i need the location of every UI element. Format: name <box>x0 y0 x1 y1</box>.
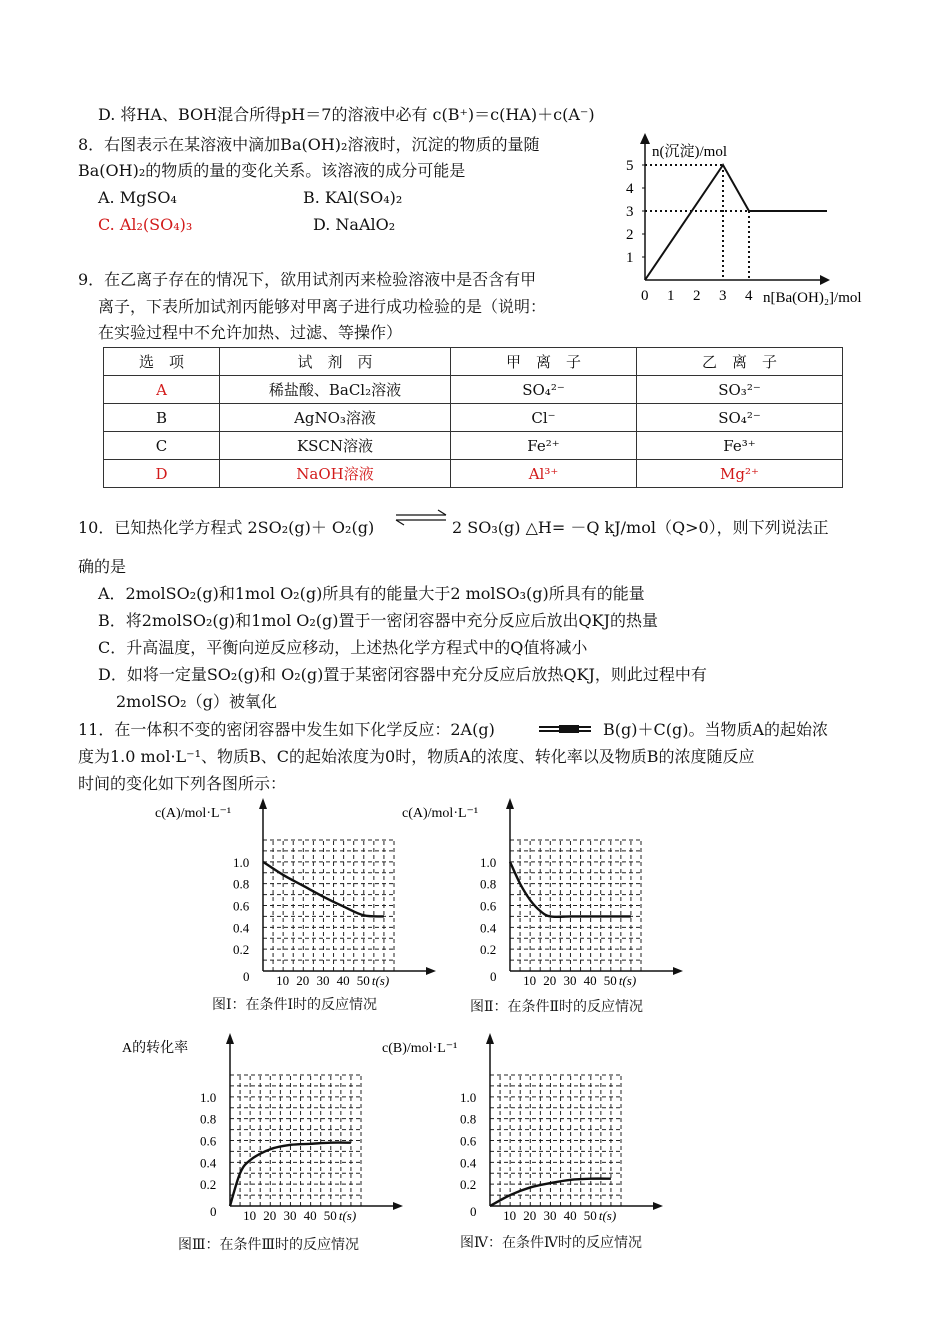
q8-y-arrow <box>640 133 650 144</box>
q8-option-a: A. MgSO₄ <box>98 188 177 207</box>
q11-stem-part1: 11．在一体积不变的密闭容器中发生如下化学反应：2A(g) <box>78 720 495 739</box>
x-tick-label: 40 <box>563 1208 577 1223</box>
table-row <box>104 460 843 488</box>
q8-stem-line2: Ba(OH)₂的物质的量的变化关系。该溶液的成分可能是 <box>78 161 466 180</box>
data-curve <box>490 1179 611 1206</box>
q9-stem-line2: 离子，下表所加试剂丙能够对甲离子进行成功检验的是（说明： <box>98 297 547 316</box>
table-cell: Cl⁻ <box>451 404 637 432</box>
y-axis-arrow <box>486 1033 494 1044</box>
x-tick-label: 10 <box>243 1208 257 1223</box>
table-cell: KSCN溶液 <box>220 432 451 460</box>
x-axis-label: t(s) <box>371 973 390 988</box>
table-cell: NaOH溶液 <box>220 460 451 488</box>
q8-y-tick: 4 <box>626 181 634 197</box>
x-tick-label: 10 <box>276 973 290 988</box>
figure-4-chart <box>375 1030 675 1230</box>
q8-data-line <box>645 165 827 280</box>
q8-y-label: n(沉淀)/mol <box>652 144 727 160</box>
x-tick-label: 30 <box>316 973 330 988</box>
x-tick-label: 40 <box>336 973 350 988</box>
x-axis-label: t(s) <box>618 973 637 988</box>
q8-y-tick: 2 <box>626 227 634 243</box>
x-tick-label: 30 <box>563 973 577 988</box>
origin-label: 0 <box>490 969 497 984</box>
q10-stem-part2: 2 SO₃(g) △H= －Q kJ/mol（Q>0），则下列说法正 <box>452 518 829 537</box>
q10-option-c: C．升高温度，平衡向逆反应移动，上述热化学方程式中的Q值将减小 <box>98 638 588 657</box>
y-tick-label: 0.8 <box>460 1111 477 1127</box>
y-tick-label: 0.8 <box>233 876 250 892</box>
y-tick-label: 0.4 <box>233 920 250 936</box>
reversible-arrow-icon <box>537 720 595 738</box>
y-tick-label: 0.2 <box>480 942 497 958</box>
figure-1-caption: 图Ⅰ：在条件Ⅰ时的反应情况 <box>212 997 378 1013</box>
x-tick-label: 40 <box>303 1208 317 1223</box>
x-tick-label: 20 <box>296 973 310 988</box>
q11-stem-line3: 时间的变化如下列各图所示： <box>78 774 287 793</box>
table-row <box>104 404 843 432</box>
y-tick-label: 0.2 <box>200 1177 217 1193</box>
table-header-row <box>104 348 843 376</box>
q7-option-d: D. 将HA、BOH混合所得pH＝7的溶液中必有 c(B⁺)＝c(HA)＋c(A⁻) <box>98 105 595 124</box>
y-tick-label: 1.0 <box>233 854 250 870</box>
x-tick-label: 20 <box>523 1208 537 1223</box>
x-tick-label: 10 <box>503 1208 517 1223</box>
x-axis-label: t(s) <box>338 1208 357 1223</box>
x-tick-label: 30 <box>283 1208 297 1223</box>
y-tick-label: 1.0 <box>200 1089 217 1105</box>
q8-precipitate-chart <box>620 130 880 310</box>
q8-stem-line1: 8．右图表示在某溶液中滴加Ba(OH)₂溶液时，沉淀的物质的量随 <box>78 135 540 154</box>
figure-3-chart <box>115 1030 415 1230</box>
q8-x-tick: 2 <box>693 288 701 304</box>
table-header: 乙 离 子 <box>637 348 843 376</box>
table-cell: SO₄²⁻ <box>451 376 637 404</box>
x-tick-label: 40 <box>583 973 597 988</box>
x-tick-label: 50 <box>323 1208 337 1223</box>
y-tick-label: 0.4 <box>460 1155 477 1171</box>
table-cell: Mg²⁺ <box>637 460 843 488</box>
y-tick-label: 0.8 <box>200 1111 217 1127</box>
q8-y-tick: 1 <box>626 250 634 266</box>
x-tick-label: 50 <box>603 973 617 988</box>
y-tick-label: 0.4 <box>200 1155 217 1171</box>
x-tick-label: 10 <box>523 973 537 988</box>
figure-3-caption: 图Ⅲ：在条件Ⅲ时的反应情况 <box>178 1237 360 1253</box>
table-cell: D <box>104 460 220 488</box>
q11-stem-line2: 度为1.0 mol·L⁻¹、物质B、C的起始浓度为0时，物质A的浓度、转化率以及物质B的浓度随反应 <box>78 747 755 766</box>
x-axis-arrow <box>653 1202 663 1210</box>
q9-table <box>103 347 843 488</box>
q8-x-tick: 4 <box>745 288 753 304</box>
y-tick-label: 0.6 <box>460 1133 477 1149</box>
q8-option-b: B. KAl(SO₄)₂ <box>303 188 403 207</box>
table-header: 甲 离 子 <box>451 348 637 376</box>
origin-label: 0 <box>210 1204 217 1219</box>
q10-option-d: D．如将一定量SO₂(g)和 O₂(g)置于某密闭容器中充分反应后放热QKJ，则此过程中有 <box>98 665 707 684</box>
y-tick-label: 0.6 <box>480 898 497 914</box>
y-axis-label: c(B)/mol·L⁻¹ <box>382 1041 458 1056</box>
q8-x-label: n[Ba(OH)₂]/mol <box>763 290 862 306</box>
q8-x-arrow <box>820 275 830 285</box>
figure-4-caption: 图Ⅳ：在条件Ⅳ时的反应情况 <box>460 1235 642 1251</box>
q8-x-tick: 3 <box>719 288 727 304</box>
y-axis-arrow <box>259 798 267 809</box>
q10-option-b: B．将2molSO₂(g)和1mol O₂(g)置于一密闭容器中充分反应后放出QKJ的热量 <box>98 611 659 630</box>
table-cell: AgNO₃溶液 <box>220 404 451 432</box>
q8-x-tick: 1 <box>667 288 675 304</box>
y-axis-label: A的转化率 <box>122 1041 189 1056</box>
table-row <box>104 432 843 460</box>
q8-option-c: C. Al₂(SO₄)₃ <box>98 215 193 234</box>
table-cell: Al³⁺ <box>451 460 637 488</box>
q10-option-a: A．2molSO₂(g)和1mol O₂(g)所具有的能量大于2 molSO₃(g)所具有的能量 <box>98 584 645 603</box>
table-row <box>104 376 843 404</box>
table-cell: Fe³⁺ <box>637 432 843 460</box>
table-cell: SO₄²⁻ <box>637 404 843 432</box>
table-header: 选 项 <box>104 348 220 376</box>
table-cell: C <box>104 432 220 460</box>
origin-label: 0 <box>470 1204 477 1219</box>
x-tick-label: 20 <box>263 1208 277 1223</box>
y-tick-label: 0.2 <box>460 1177 477 1193</box>
table-cell: 稀盐酸、BaCl₂溶液 <box>220 376 451 404</box>
y-tick-label: 0.2 <box>233 942 250 958</box>
q10-stem-line2: 确的是 <box>78 557 127 576</box>
reversible-arrow-icon <box>394 507 450 531</box>
y-tick-label: 0.6 <box>233 898 250 914</box>
origin-label: 0 <box>243 969 250 984</box>
q10-stem-part1: 10．已知热化学方程式 2SO₂(g)＋ O₂(g) <box>78 518 375 537</box>
y-axis-arrow <box>506 798 514 809</box>
x-tick-label: 30 <box>543 1208 557 1223</box>
q9-stem-line1: 9．在乙离子存在的情况下，欲用试剂丙来检验溶液中是否含有甲 <box>78 270 537 289</box>
x-axis-label: t(s) <box>598 1208 617 1223</box>
q9-stem-line3: 在实验过程中不允许加热、过滤、等操作） <box>98 323 403 342</box>
figure-2-chart <box>395 795 695 995</box>
table-cell: B <box>104 404 220 432</box>
q10-option-d-cont: 2molSO₂（g）被氧化 <box>116 692 277 711</box>
q8-option-d: D. NaAlO₂ <box>313 215 396 234</box>
q8-y-tick: 3 <box>626 204 634 220</box>
q8-x-tick: 0 <box>641 288 649 304</box>
y-axis-label: c(A)/mol·L⁻¹ <box>402 806 479 821</box>
table-header: 试 剂 丙 <box>220 348 451 376</box>
y-axis-arrow <box>226 1033 234 1044</box>
y-tick-label: 0.6 <box>200 1133 217 1149</box>
table-cell: Fe²⁺ <box>451 432 637 460</box>
y-tick-label: 1.0 <box>480 854 497 870</box>
y-tick-label: 0.8 <box>480 876 497 892</box>
x-tick-label: 50 <box>583 1208 597 1223</box>
table-cell: A <box>104 376 220 404</box>
table-cell: SO₃²⁻ <box>637 376 843 404</box>
x-axis-arrow <box>673 967 683 975</box>
x-tick-label: 50 <box>356 973 370 988</box>
q8-y-tick: 5 <box>626 158 634 174</box>
y-tick-label: 1.0 <box>460 1089 477 1105</box>
y-tick-label: 0.4 <box>480 920 497 936</box>
x-tick-label: 20 <box>543 973 557 988</box>
q11-stem-part2: B(g)＋C(g)。当物质A的起始浓 <box>603 720 829 739</box>
figure-2-caption: 图Ⅱ：在条件Ⅱ时的反应情况 <box>470 999 644 1015</box>
y-axis-label: c(A)/mol·L⁻¹ <box>155 806 232 821</box>
